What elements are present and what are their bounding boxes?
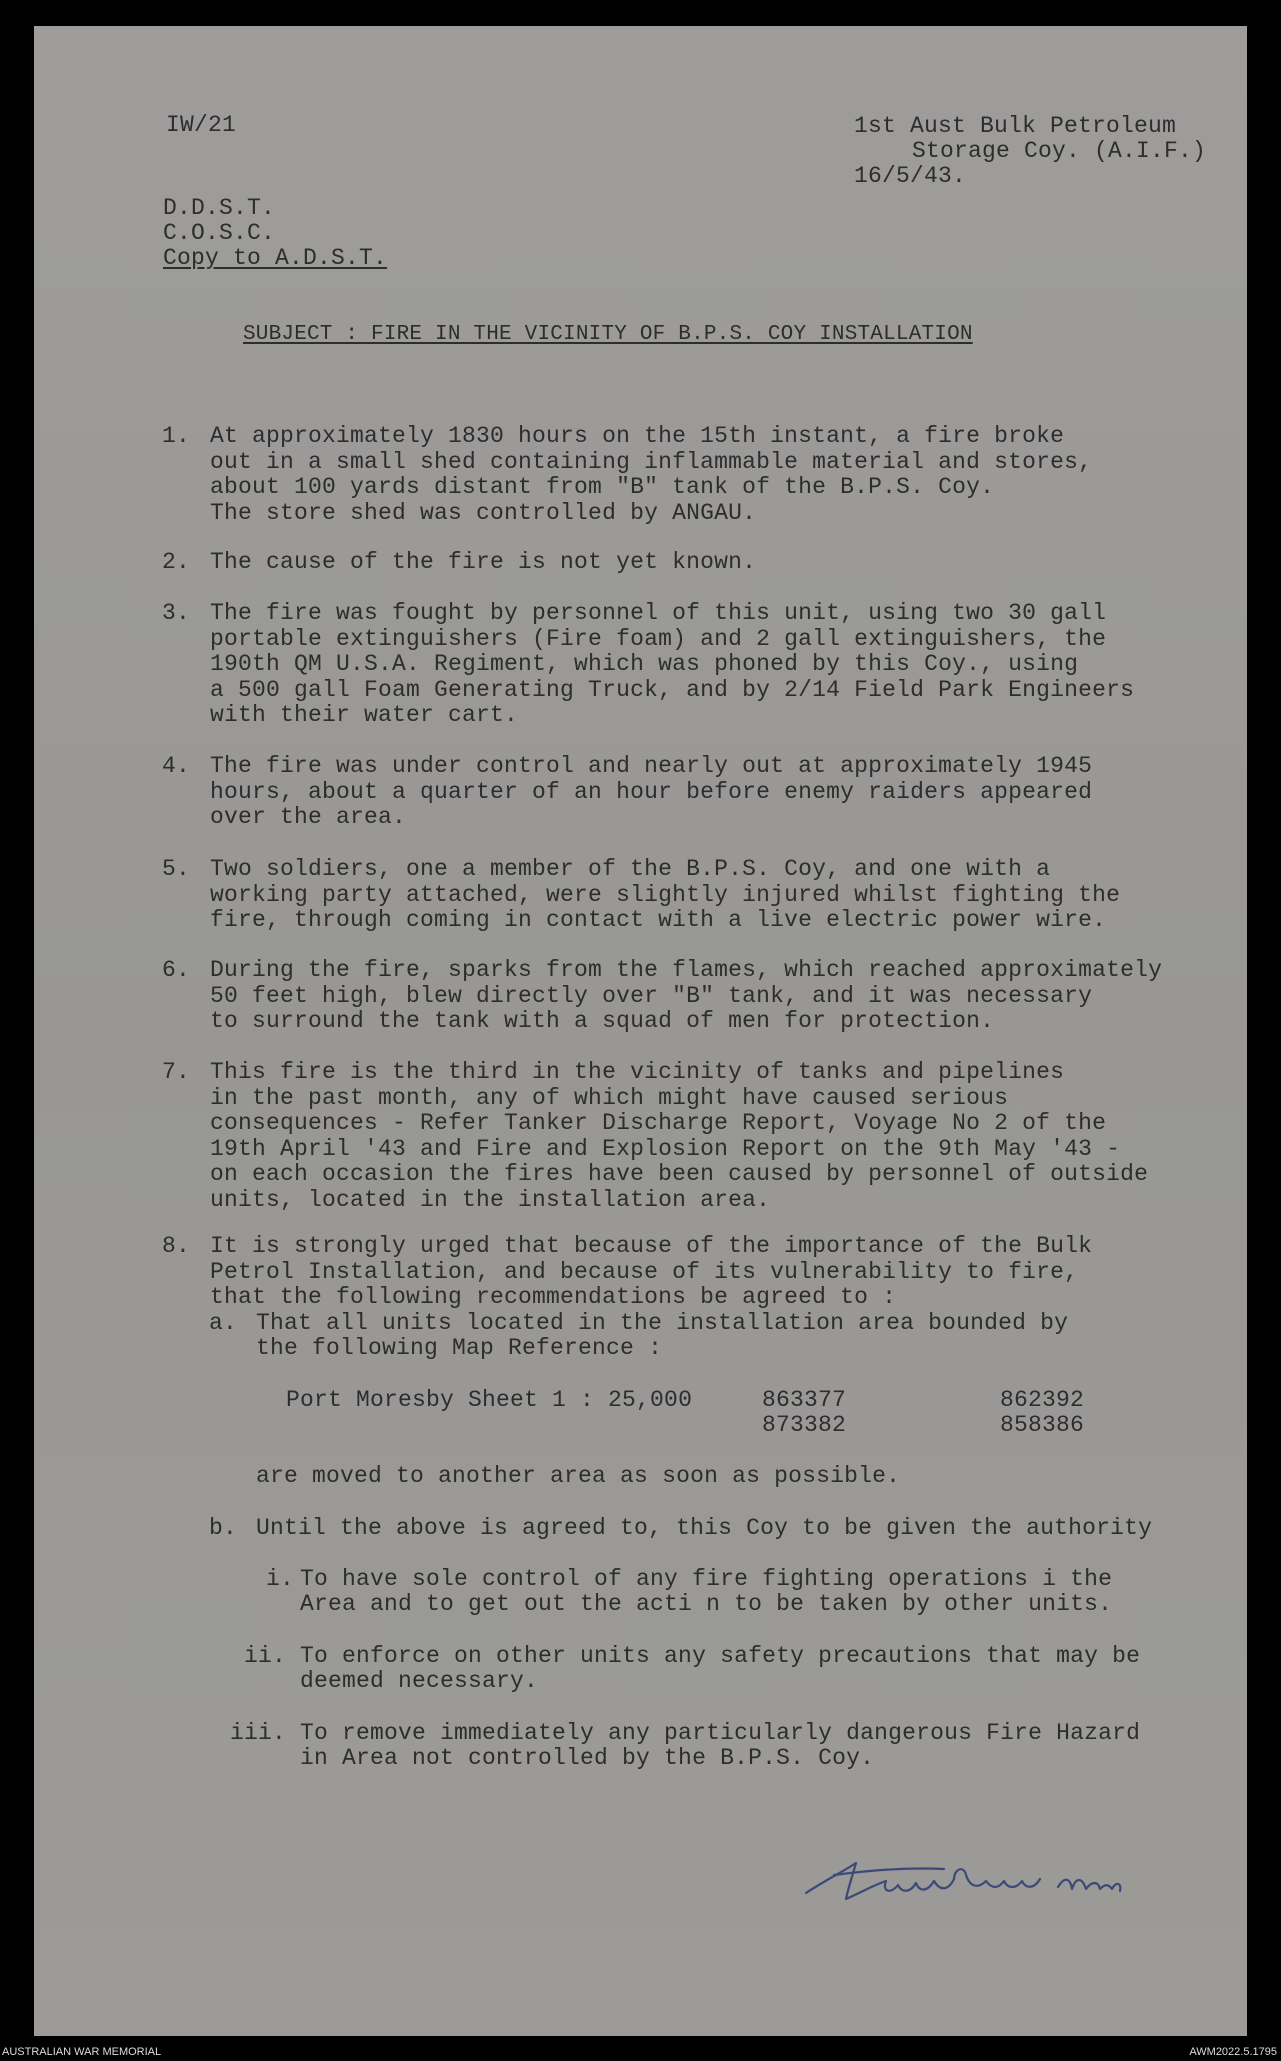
map-reference-label: Port Moresby Sheet 1 : 25,000 — [286, 1387, 693, 1413]
map-ref-col2-a: 862392 — [1000, 1387, 1085, 1413]
paragraph-line: over the area. — [210, 804, 407, 830]
paragraph-line: 50 feet high, blew directly over "B" tank, and it was necessary — [210, 982, 1093, 1009]
footer-left: AUSTRALIAN WAR MEMORIAL — [2, 2046, 162, 2058]
addressee-1: D.D.S.T. — [163, 195, 276, 221]
rec-a-label: a. — [209, 1310, 238, 1336]
paragraph-number: 7. — [162, 1059, 191, 1085]
paragraph-line: The fire was fought by personnel of this unit, using two 30 gall — [210, 600, 1107, 626]
subitem-iii-line: in Area not controlled by the B.P.S. Coy. — [300, 1745, 875, 1771]
paragraph-line: consequences - Refer Tanker Discharge Report, Voyage No 2 of the — [210, 1110, 1107, 1136]
paragraph-line: in the past month, any of which might have caused serious — [210, 1084, 1009, 1111]
subject-line: SUBJECT : FIRE IN THE VICINITY OF B.P.S. COY INSTALLATION — [243, 323, 973, 346]
paragraph-line: 19th April '43 and Fire and Explosion Report on the 9th May '43 - — [210, 1135, 1121, 1162]
rec-a-line: the following Map Reference : — [256, 1335, 663, 1361]
subitem-ii-line: deemed necessary. — [300, 1668, 539, 1694]
paragraph-line: At approximately 1830 hours on the 15th instant, a fire broke — [210, 423, 1065, 449]
paragraph-line: about 100 yards distant from "B" tank of the B.P.S. Coy. — [210, 474, 995, 500]
paragraph-line: working party attached, were slightly injured whilst fighting the — [210, 881, 1121, 908]
paragraph-line: Two soldiers, one a member of the B.P.S. Coy, and one with a — [210, 856, 1051, 882]
rec-a-line: That all units located in the installation area bounded by — [256, 1310, 1069, 1336]
paragraph-number: 2. — [162, 549, 191, 575]
rec-b-text: Until the above is agreed to, this Coy to be given the authority — [256, 1515, 1153, 1541]
map-ref-col2-b: 858386 — [1000, 1412, 1085, 1438]
document-page — [34, 26, 1247, 2036]
addressee-copy: Copy to A.D.S.T. — [163, 245, 388, 271]
rec-a-tail: are moved to another area as soon as possible. — [256, 1463, 901, 1489]
paragraph-line: This fire is the third in the vicinity of tanks and pipelines — [210, 1059, 1065, 1085]
paragraph-line: on each occasion the fires have been caused by personnel of outside — [210, 1161, 1149, 1187]
paragraph-number: 8. — [162, 1233, 191, 1259]
paragraph-line: hours, about a quarter of an hour before enemy raiders appeared — [210, 778, 1093, 805]
paragraph-line: that the following recommendations be agreed to : — [210, 1284, 897, 1310]
subitem-iii-line: To remove immediately any particularly dangerous Fire Hazard — [300, 1720, 1141, 1746]
subitem-i-num: i. — [266, 1566, 295, 1592]
paragraph-line: with their water cart. — [210, 702, 519, 728]
subitem-iii-num: iii. — [230, 1720, 287, 1746]
reference-number: IW/21 — [166, 112, 237, 138]
document-date: 16/5/43. — [854, 163, 967, 189]
signature — [794, 1841, 1194, 1921]
paragraph-number: 6. — [162, 957, 191, 983]
paragraph-line: The store shed was controlled by ANGAU. — [210, 499, 757, 526]
addressee-2: C.O.S.C. — [163, 220, 276, 246]
subitem-i-line: Area and to get out the acti n to be taken by other units. — [300, 1591, 1113, 1617]
paragraph-line: fire, through coming in contact with a live electric power wire. — [210, 907, 1107, 933]
paragraph-number: 3. — [162, 600, 191, 626]
paragraph-number: 1. — [162, 423, 191, 449]
paragraph-line: 190th QM U.S.A. Regiment, which was phoned by this Coy., using — [210, 651, 1079, 677]
paragraph-number: 4. — [162, 753, 191, 779]
paragraph-line: It is strongly urged that because of the importance of the Bulk — [210, 1233, 1093, 1259]
paragraph-line: portable extinguishers (Fire foam) and 2 gall extinguishers, the — [210, 625, 1107, 652]
footer-right: AWM2022.5.1795 — [1189, 2046, 1277, 2058]
rec-b-label: b. — [209, 1515, 238, 1541]
paragraph-line: The cause of the fire is not yet known. — [210, 549, 757, 575]
subitem-ii-line: To enforce on other units any safety precautions that may be — [300, 1643, 1141, 1669]
unit-name-line1: 1st Aust Bulk Petroleum — [854, 113, 1177, 139]
paragraph-number: 5. — [162, 856, 191, 882]
paragraph-line: units, located in the installation area. — [210, 1186, 771, 1213]
map-ref-col1-b: 873382 — [762, 1412, 847, 1438]
paragraph-line: out in a small shed containing inflammable material and stores, — [210, 448, 1093, 475]
paragraph-line: During the fire, sparks from the flames, which reached approximately — [210, 957, 1163, 983]
paragraph-line: Petrol Installation, and because of its vulnerability to fire, — [210, 1258, 1079, 1285]
paragraph-line: The fire was under control and nearly out at approximately 1945 — [210, 753, 1093, 779]
paragraph-line: to surround the tank with a squad of men for protection. — [210, 1008, 995, 1034]
paragraph-line: a 500 gall Foam Generating Truck, and by 2/14 Field Park Engineers — [210, 676, 1135, 703]
subitem-ii-num: ii. — [244, 1643, 287, 1669]
subitem-i-line: To have sole control of any fire fighting operations i the — [300, 1566, 1113, 1592]
unit-name-line2: Storage Coy. (A.I.F.) — [912, 138, 1207, 164]
map-ref-col1-a: 863377 — [762, 1387, 847, 1413]
